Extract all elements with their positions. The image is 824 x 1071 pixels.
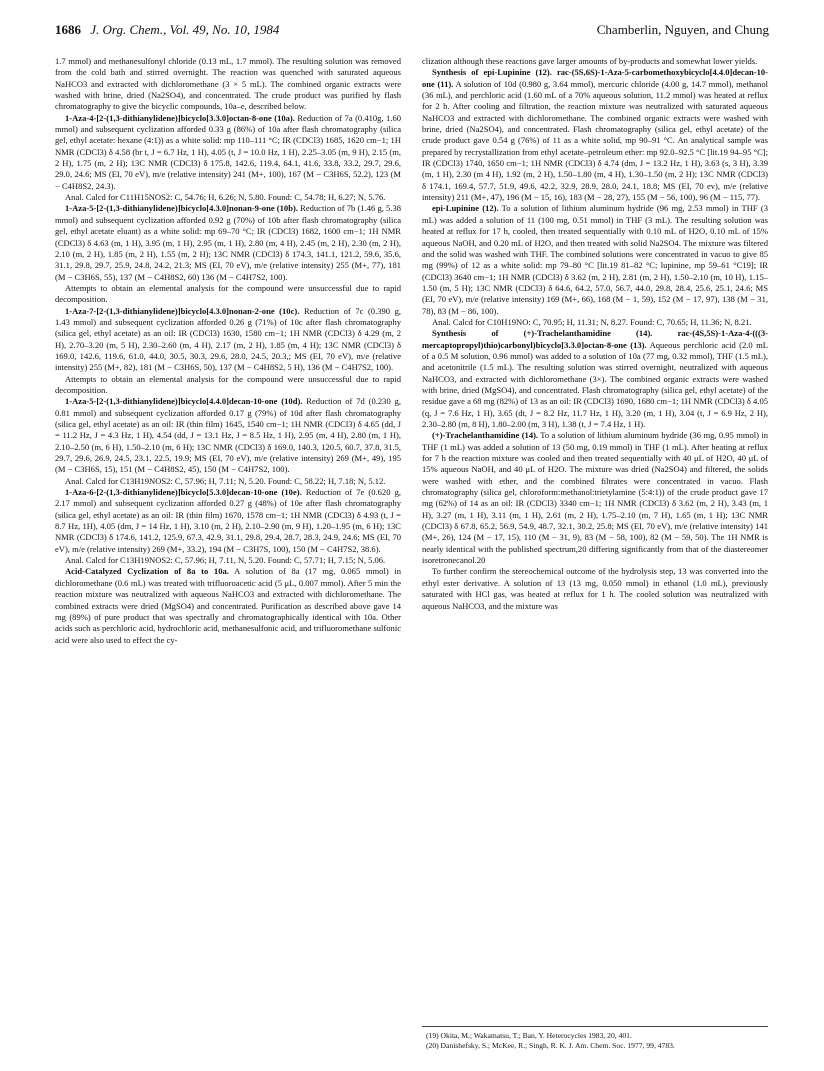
paragraph-text: Reduction of 7e (0.620 g, 2.17 mmol) and subsequent cyclization afforded 0.27 g (48%) of 10e after flash chromatography (silica gel, ethyl acetate) as an oil: IR (thin film) 1670, 1578 cm−1; 1H NMR (CDCl3) δ 4.93 (t, J = 8.7 Hz, 1H), 4.05 (dm, J = 14 Hz, 1 H), 3.10 (m, 2 H), 2.10–2.90 (m, 9 H), 1.20–1.95 (m, 6 H); 13C NMR (CDCl3) δ 174.6, 141.2, 125.9, 67.3, 42.9, 31.1, 29.8, 29.4, 28.7, 28.3, 24.9, 24.6; MS (EI, 70 eV), m/e (relative intensity) 269 (M+, 33.2), 194 (M − C3H7S, 100), 150 (M − C4H7S2, 38.6).	[55, 487, 401, 554]
paragraph-text: 1.7 mmol) and methanesulfonyl chloride (0.13 mL, 1.7 mmol). The resulting solution was removed from the cold bath and stirred overnight. The reaction was quenched with saturated aqueous NaHCO3 and extracted with dichloromethane (3 × 5 mL). The combined organic extracts were washed with brine, dried (Na2SO4), and concentrated. The crude product was purified by flash chromatography to give the bicyclic compounds, 10a–e, described below.	[55, 56, 401, 112]
page-number: 1686	[55, 22, 81, 37]
paragraph	[55, 56, 401, 113]
right-column	[422, 56, 768, 612]
paragraph	[422, 56, 768, 67]
paragraph-heading: Acid-Catalyzed Cyclization of 8a to 10a.	[65, 566, 229, 577]
paragraph-text: Reduction of 7c (0.390 g, 1.43 mmol) and subsequent cyclization afforded 0.26 g (71%) of 10c after flash chromatography (silica gel, ethyl acetate) as an oil: IR (CDCl3) 1630, 1580 cm−1; 1H NMR (CDCl3) δ 4.29 (m, 2 H), 2.70–3.20 (m, 5 H), 2.30–2.60 (m, 4 H), 2.17 (m, 2 H), 1.85 (m, 4 H); 13C NMR (CDCl3) δ 169.0, 142.6, 119.6, 61.0, 44.0, 30.5, 30.3, 29.6, 28.0, 24.5, 20.3,; MS (EI, 70 eV), m/e (relative intensity) 255 (M+, 82), 181 (M − C3H6S, 50), 137 (M − C4H8S2, 5 H), 136 (M − C4H7S2, 100).	[55, 305, 401, 373]
paragraph	[422, 328, 768, 430]
paragraph	[55, 555, 401, 566]
paragraph-text: clization although these reactions gave larger amounts of by-products and somewhat lower yields.	[422, 56, 758, 66]
paragraph-text: Attempts to obtain an elemental analysis for the compound were unsuccessful due to rapid decomposition.	[55, 373, 401, 395]
footnotes	[422, 1026, 768, 1050]
paragraph	[55, 203, 401, 282]
paragraph-heading: 1-Aza-4-[2-(1,3-dithianylidene)]bicyclo[3.3.0]octan-8-one (10a).	[65, 112, 295, 123]
paragraph-text: To a solution of lithium aluminum hydride (96 mg, 2.53 mmol) in THF (3 mL) was added a solution of 11 (100 mg, 0.51 mmol) in THF (3 mL). The resulting solution was heated at reflux for 17 h, cooled, then treated sequentially with 0.10 mL of H2O, 0.10 mL of 15% aqueous NaOH, and 0.20 mL of H2O, and then treated with solid Na2SO4. The mixture was filtered and the solid was washed with THF. The combined solutions were concentrated in vacuo to give 85 mg (99%) of 12 as a white solid: mp 79–80 °C [lit.19 81–82 °C; lupinine, mp 59–61 °C19]; IR (CDCl3) 3640 cm−1; 1H NMR (CDCl3) δ 3.62 (m, 2 H), 2.81 (m, 2 H), 1.50–2.10 (m, 10 H), 1.15–1.50 (m, 5 H); 13C NMR (CDCl3) δ 64.6, 64.2, 57.0, 56.7, 44.0, 29.8, 28.4, 25.6, 25.1, 24.6; MS (EI, 70 eV), m/e (relative intensity) 169 (M+, 66), 168 (M − 1, 59), 152 (M − 17, 97), 138 (M − 31, 78), 83 (M − 86, 100).	[422, 203, 768, 316]
paragraph-text: To a solution of lithium aluminum hydride (36 mg, 0.95 mmol) in THF (1 mL) was added a solution of 13 (50 mg, 0.19 mmol) in THF (1 mL). After heating at reflux for 7 h the reaction mixture was cooled and then treated sequentially with 40 μL of H2O, 40 μL of 15% aqueous NaOH, and 40 μL of H2O. The mixture was dried (Na2SO4) and filtered, the solids were washed with ether, and the combined filtrates were concentrated in vacuo. Flash chromatography (silica gel, chloroform:methanol:trietylamine (5:4:1)) of the crude product gave 17 mg (62%) of 14 as an oil: IR (CDCl3) 3340 cm−1; 1H NMR (CDCl3) δ 3.62 (m, 2 H), 3.43 (m, 1 H), 3.27 (m, 1 H), 3.11 (m, 1 H), 2.61 (m, 2 H), 1.75–2.10 (m, 7 H), 1.65 (m, 1 H); 13C NMR (CDCl3) δ 67.8, 65.2, 56.9, 54.9, 48.7, 32.1, 30.2, 25.8; MS (EI, 70 eV), m/e (relative intensity) 141 (M+, 26), 124 (M − 17, 15), 110 (M − 31, 9), 83 (M − 58, 100), 82 (M − 59, 50). The 1H NMR is nearly identical with the published spectrum,20 differing significantly from that of the diastereomer isoretronecanol.20	[422, 430, 769, 566]
paragraph	[55, 374, 401, 397]
paragraph-heading: 1-Aza-6-[2-(1,3-dithianylidene)]bicyclo[5.3.0]decan-10-one (10e).	[65, 487, 302, 498]
paragraph	[55, 566, 401, 645]
paragraph-text: Anal. Calcd for C13H19NOS2: C, 57.96; H, 7.11; N, 5.20. Found: C, 58.22; H, 7.18; N, 5.12.	[65, 475, 386, 486]
header-authors: Chamberlin, Nguyen, and Chung	[596, 22, 769, 37]
paragraph-heading: 1-Aza-7-[2-(1,3-dithianylidene)]bicyclo[4.3.0]nonan-2-one (10c).	[65, 305, 300, 316]
footnote: (19) Okita, M.; Wakamatsu, T.; Ban, Y. Heterocycles 1983, 20, 401.	[426, 1031, 632, 1040]
paragraph	[55, 113, 401, 192]
header-left	[55, 22, 279, 38]
paragraph-text: Anal. Calcd for C10H19NO: C, 70.95; H, 11.31; N, 8.27. Found: C, 70.65; H, 11.36; N, 8.21.	[432, 316, 752, 327]
paragraph	[422, 67, 768, 203]
paragraph	[422, 317, 768, 328]
paragraph-text: A solution of 10d (0.980 g, 3.64 mmol), mercuric chloride (4.00 g, 14.7 mmol), methanol (36 mL), and perchloric acid (1.60 mL of a 70% aqueous solution, 11.2 mmol) was heated at reflux for 2 h. After cooling and filtration, the reaction mixture was neutralized with saturated aqueous NaHCO3 and extracted with dichloromethane. The combined organic extracts were washed with brine, dried (Na2SO4), and concentrated. Flash chromatography (silica gel, ethyl acetate) of the crude product gave 0.54 g (76%) of 11 as a white solid, mp 90–91 °C. An analytical sample was prepared by recrystallization from ethyl acetate–petroleum ether: mp 92.0–92.5 °C [lit.19 94–95 °C]; IR (CDCl3) 1740, 1650 cm−1; 1H NMR (CDCl3) δ 4.74 (dm, J = 13.2 Hz, 1 H), 3.63 (s, 3 H), 3.39 (m, 1 H), 2.30 (m 4 H), 1.92 (m, 2 H), 1.50–1.80 (m, 4 H), 1.30–1.50 (m, 2 H); 13C NMR (CDCl3) δ 174.1, 169.4, 57.7, 51.9, 49.6, 42.2, 32.9, 28.9, 28.0, 24.1, 18.8; MS (EI, 70 ev), m/e (relative intensity) 211 (M+, 47), 196 (M − 15, 16), 183 (M − 28, 27), 155 (M − 56, 100), 96 (M − 115, 77).	[422, 78, 768, 203]
paragraph	[422, 566, 768, 611]
paragraph	[55, 283, 401, 306]
paragraph-heading: Synthesis of (+)-Trachelanthamidine (14). rac-(4S,5S)-1-Aza-4-(((3-mercaptopropyl)thio)carbonyl)bicyclo[3.3.0]octan-8-one (13).	[422, 328, 768, 350]
paragraph	[422, 430, 768, 566]
paragraph-heading: Synthesis of epi-Lupinine (12). rac-(5S,6S)-1-Aza-5-carbomethoxybicyclo[4.4.0]decan-10-one (11).	[422, 67, 768, 89]
paragraph	[422, 203, 768, 316]
journal-citation: J. Org. Chem., Vol. 49, No. 10, 1984	[90, 22, 280, 37]
paragraph-text: Anal. Calcd for C13H19NOS2: C, 57.96; H, 7.11, N, 5.20. Found: C, 57.71; H, 7.15; N, 5.06.	[65, 555, 386, 566]
paragraph-heading: (+)-Trachelanthamidine (14).	[432, 430, 539, 441]
paragraph	[55, 487, 401, 555]
paragraph-text: Aqueous perchloric acid (2.0 mL of a 0.5 M solution, 0.96 mmol) was added to a solution of 10a (77 mg, 0.32 mmol), THF (1.5 mL), and acetonitrile (1.5 mL). The resulting solution was stirred overnight, neutralized with aqueous NaHCO3, and extracted with dichloromethane (3×). The combined organic extracts were washed with brine, dried (MgSO4), and concentrated. Flash chromatography (silica gel, ethyl acetate) of the residue gave a 68 mg (82%) of 13 as an oil: IR (CDCl3) 1690, 1680 cm−1; 1H NMR (CDCl3) δ 4.05 (q, J = 7.6 Hz, 1 H), 3.65 (dt, J = 8.2 Hz, 11.7 Hz, 1 H), 3.20 (m, 1 H), 3.04 (t, J = 6.9 Hz, 2 H), 2.30–2.80 (m, 8 H), 1.80–2.00 (m, 3 H), 1.38 (t, J = 7.4 Hz, 1 H).	[422, 339, 768, 429]
paragraph-heading: 1-Aza-5-[2-(1,3-dithianylidene)]bicyclo[4.4.0]decan-10-one (10d).	[65, 396, 303, 407]
paragraph-heading: 1-Aza-5-[2-(1,3-dithianylidene)]bicyclo[4.3.0]nonan-9-one (10b).	[65, 203, 298, 214]
paragraph-heading: epi-Lupinine (12).	[432, 203, 499, 214]
paragraph-text: To further confirm the stereochemical outcome of the hydrolysis step, 13 was converted into the ethyl ester derivative. A solution of 13 (13 mg, 0.050 mmol) in ethanol (1.0 mL), previously saturated with HCl gas, was heated at reflux for 1 h. The cooled solution was neutralized with aqueous NaHCO3, and the mixture was	[422, 566, 768, 611]
paragraph	[55, 476, 401, 487]
paragraph-text: Reduction of 7a (0.410g, 1.60 mmol) and subsequent cyclization afforded 0.33 g (86%) of 10a after flash chromatography (silica gel, ethyl acetate: hexane (4:1)) as a white solid: mp 110–111 °C; IR (CDCl3) 1685, 1620 cm−1; 1H NMR (CDCl3) δ 4.58 (br t, J = 6.7 Hz, 1 H), 4.05 (t, J = 10.0 Hz, 1 H), 2.25–3.05 (m, 9 H), 2.15 (m, 2 H), 1.75 (m, 2 H); 13C NMR (CDCl3) δ 175.8, 142.6, 119.4, 64.1, 41.6, 33.8, 33.2, 29.7, 29.6, 29.0, 24.6; MS (EI, 70 eV), m/e (relative intensity) 241 (M+, 100), 167 (M − C3H6S, 52.2), 123 (M − C4H8S2, 24.3).	[55, 112, 402, 191]
paragraph-text: A solution of 8a (17 mg, 0.065 mmol) in dichloromethane (0.6 mL) was treated with trifluoroacetic acid (5 μL, 0.007 mmol). After 5 min the reaction mixture was neutralized with aqueous NaHCO3 and extracted with dichloromethane. The combined extracts were dried (MgSO4) and concentrated. Purification as described above gave 14 mg (89%) of pure product that was spectrally and chromatographically identical with 10a. Other acids such as perchloric acid, hydrochloric acid, methanesulfonic acid, and trifluoromethane sulfonic acid were also used to effect the cy-	[55, 566, 401, 645]
paragraph-text: Reduction of 7d (0.230 g, 0.81 mmol) and subsequent cyclization afforded 0.17 g (79%) of 10d after flash chromatography (silica gel, ethyl acetate) as an oil: IR (thin film) 1645, 1540 cm−1; 1H NMR (CDCl3) δ 4.65 (dd, J = 11.2 Hz, J = 4.3 Hz, 1 H), 4.54 (dd, J = 13.1 Hz, J = 8.5 Hz, 1 H), 2.95 (m, 4 H), 2.80 (m, 1 H), 2.10–2.50 (m, 6 H), 1.50–2.10 (m, 6 H); 13C NMR (CDCl3) δ 169.0, 140.3, 120.5, 60.7, 37.8, 31.5, 29.7, 29.6, 26.9, 24.5, 23.1, 22.5, 19.9; MS (EI, 70 eV), m/e (relative intensity) 269 (M+, 49), 195 (M − C3H6S, 15), 151 (M − C4H8S2, 45), 150 (M − C4H7S2, 100).	[55, 396, 401, 475]
paragraph	[55, 306, 401, 374]
paragraph	[55, 396, 401, 475]
footnote: (20) Danishefsky, S.; McKee, R.; Singh, R. K. J. Am. Chem. Soc. 1977, 99, 4783.	[426, 1040, 675, 1050]
paragraph-text: Attempts to obtain an elemental analysis for the compound were unsuccessful due to rapid decomposition.	[55, 282, 401, 305]
page-header	[55, 22, 769, 40]
paragraph-text: Anal. Calcd for C11H15NOS2: C, 54.76; H, 6.26; N, 5.80. Found: C, 54.78; H, 6.27; N, 5.76.	[65, 192, 386, 203]
left-column	[55, 56, 401, 646]
paragraph	[55, 192, 401, 203]
paragraph-text: Reduction of 7b (1.46 g, 5.38 mmol) and subsequent cyclization afforded 0.92 g (70%) of 10b after flash chromatography (silica gel, ethyl acetate eluant) as a white solid: mp 69–70 °C; IR (CDCl3) 1682, 1600 cm−1; 1H NMR (CDCl3) δ 4.63 (m, 1 H), 3.95 (m, 1 H), 2.95 (m, 1 H), 2.80 (m, 4 H), 2.45 (m, 2 H), 2.30 (m, 2 H), 2.10 (m, 2 H), 1.85 (m, 2 H), 1.55 (m, 2 H); 13C NMR (CDCl3) δ 174.3, 141.1, 121.2, 59.6, 35.6, 31.1, 29.8, 29.7, 25.9, 24.8, 24.2, 21.3; MS (EI, 70 eV), m/e (relative intensity) 255 (M+, 77), 181 (M − C3H6S, 55), 137 (M − C4H8S2, 60) 136 (M − C4H7S2, 100).	[55, 203, 401, 282]
